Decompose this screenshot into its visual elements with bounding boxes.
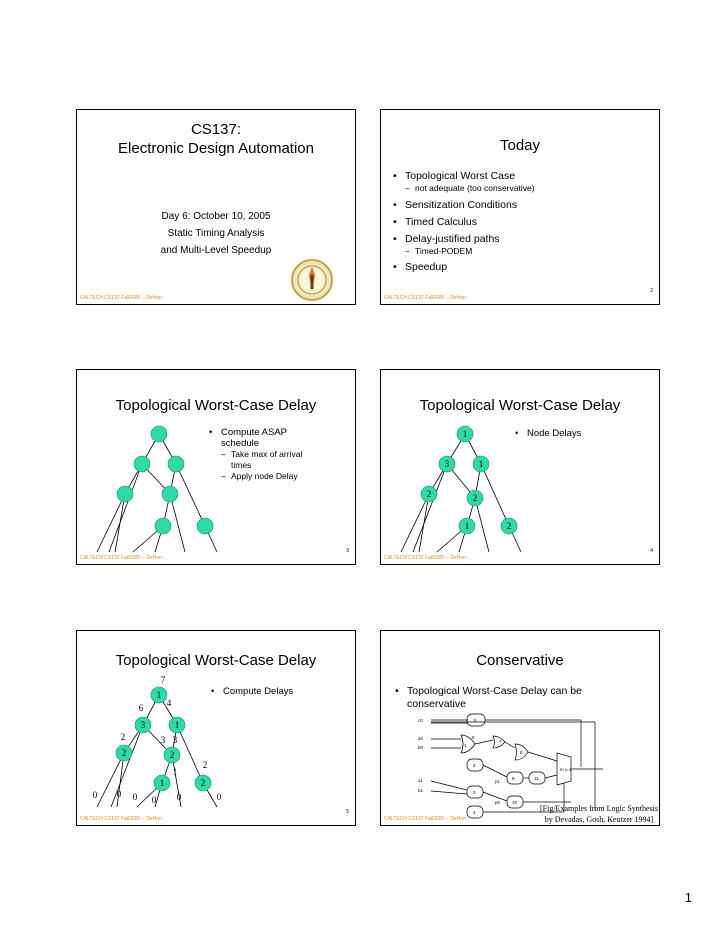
slide-5-bullets: • Compute Delays bbox=[211, 685, 293, 698]
citation: [Fig/Examples from Logic Synthesis by Devadas, Gosh, Keutzer 1994] bbox=[540, 804, 658, 824]
slide-5: Topological Worst-Case Delay 1 3 1 2 2 1 2 7 4 6 2 3 3 2 1 0 0 0 0 0 0 • Compute Delays 5 CALTECH CS137 Fall2005 -- DeHon bbox=[76, 630, 356, 826]
svg-text:p1: p1 bbox=[495, 779, 501, 784]
dag-node bbox=[162, 486, 178, 502]
slide-5-title: Topological Worst-Case Delay bbox=[115, 652, 317, 669]
node-delay: 2 bbox=[169, 750, 175, 760]
seal-logo bbox=[381, 110, 660, 305]
svg-text:4: 4 bbox=[473, 810, 476, 815]
arrival-time: 6 bbox=[138, 703, 144, 713]
svg-text:5: 5 bbox=[474, 718, 477, 723]
dag-diagram-delays bbox=[381, 370, 660, 565]
arrival-time: 7 bbox=[160, 675, 166, 685]
dag-node bbox=[197, 518, 213, 534]
svg-text:m u x: m u x bbox=[560, 767, 572, 772]
slide-2: Today • Topological Worst Case – not adequate (too conservative) • Sensitization Conditions • Timed Calculus • Delay-justified paths – Timed-PODEM • Speedup 2 CALTECH CS137 Fall2005 -- DeHon bbox=[380, 109, 660, 305]
svg-text:1: 1 bbox=[464, 743, 467, 748]
svg-text:2: 2 bbox=[473, 763, 476, 768]
caltech-seal-icon bbox=[290, 258, 334, 302]
svg-text:7: 7 bbox=[499, 739, 502, 744]
node-delay: 1 bbox=[464, 521, 470, 531]
dag-diagram-arrivals bbox=[77, 631, 356, 826]
slide-3: Topological Worst-Case Delay • Compute ASAP schedule – Take max of arrival times – Apply node Delay 3 CALTECH CS137 Fall2005 -- DeHon bbox=[76, 369, 356, 565]
dag-node bbox=[155, 518, 171, 534]
arrival-time: 1 bbox=[172, 767, 178, 777]
slide-6-bullets: • Topological Worst-Case Delay can be conservative bbox=[395, 685, 582, 711]
arrival-time: 0 bbox=[132, 792, 138, 802]
svg-text:8: 8 bbox=[520, 750, 523, 755]
svg-text:6: 6 bbox=[472, 735, 475, 740]
svg-text:a1: a1 bbox=[418, 778, 424, 783]
dag-node bbox=[117, 486, 133, 502]
slide-2-bullets: • Topological Worst Case – not adequate (too conservative) • Sensitization Conditions • Timed Calculus • Delay-justified paths – Timed-PODEM • Speedup bbox=[393, 170, 535, 274]
arrival-time: 0 bbox=[116, 789, 122, 799]
arrival-time: 2 bbox=[120, 732, 126, 742]
slide-1-title: CS137: Electronic Design Automation bbox=[118, 121, 314, 157]
node-delay: 1 bbox=[478, 459, 484, 469]
node-delay: 3 bbox=[140, 720, 146, 730]
slide-4-bullets: • Node Delays bbox=[515, 427, 581, 440]
gate bbox=[507, 772, 523, 784]
node-delay: 2 bbox=[472, 493, 478, 503]
svg-text:a0: a0 bbox=[418, 736, 424, 741]
node-delay: 3 bbox=[444, 459, 450, 469]
dag-node bbox=[134, 456, 150, 472]
arrival-time: 0 bbox=[216, 792, 222, 802]
slide-2-title: Today bbox=[499, 137, 541, 154]
footer: CALTECH CS137 Fall2005 -- DeHon bbox=[80, 295, 162, 301]
svg-text:b1: b1 bbox=[418, 788, 424, 793]
node-delay: 1 bbox=[462, 429, 468, 439]
svg-text:9: 9 bbox=[512, 776, 515, 781]
arrival-time: 0 bbox=[151, 795, 157, 805]
svg-text:3: 3 bbox=[473, 790, 476, 795]
svg-text:p0: p0 bbox=[495, 800, 501, 805]
node-delay: 1 bbox=[156, 690, 162, 700]
arrival-time: 4 bbox=[166, 698, 172, 708]
node-delay: 2 bbox=[121, 748, 127, 758]
arrival-time: 0 bbox=[92, 790, 98, 800]
slide-3-bullets: • Compute ASAP schedule – Take max of arrival times – Apply node Delay bbox=[209, 427, 302, 482]
svg-text:11: 11 bbox=[534, 776, 539, 781]
arrival-time: 2 bbox=[202, 760, 208, 770]
slide-6: Conservative • Topological Worst-Case Delay can be conservative c0 a0 b0 a1 b1 5 6 1 7 8 2 9 11 3 p1 p0 10 4 m u x [Fig/Examples from Logic Synthesis by Devadas, Gosh, Keutzer 1994] CALTECH CS137 Fall2005 -- DeHon bbox=[380, 630, 660, 826]
svg-text:10: 10 bbox=[512, 800, 518, 805]
node-delay: 2 bbox=[426, 489, 432, 499]
arrival-time: 3 bbox=[172, 735, 178, 745]
node-delay: 1 bbox=[174, 720, 180, 730]
dag-node bbox=[151, 426, 167, 442]
slide-3-title: Topological Worst-Case Delay bbox=[115, 397, 317, 414]
dag-node bbox=[168, 456, 184, 472]
slide-4: Topological Worst-Case Delay 1 3 1 2 2 1 2 • Node Delays 4 CALTECH CS137 Fall2005 -- DeHon bbox=[380, 369, 660, 565]
page-number: 1 bbox=[684, 890, 692, 905]
slide-4-title: Topological Worst-Case Delay bbox=[419, 397, 621, 414]
svg-text:b0: b0 bbox=[418, 745, 424, 750]
svg-text:c0: c0 bbox=[418, 718, 423, 723]
arrival-time: 3 bbox=[160, 735, 166, 745]
logic-circuit-diagram bbox=[381, 631, 660, 826]
slide-6-title: Conservative bbox=[476, 652, 564, 669]
arrival-time: 0 bbox=[176, 792, 182, 802]
node-delay: 2 bbox=[506, 521, 512, 531]
node-delay: 1 bbox=[159, 778, 165, 788]
node-delay: 2 bbox=[200, 778, 206, 788]
slide-1-subtitle: Day 6: October 10, 2005 Static Timing Analysis and Multi-Level Speedup bbox=[160, 211, 272, 256]
